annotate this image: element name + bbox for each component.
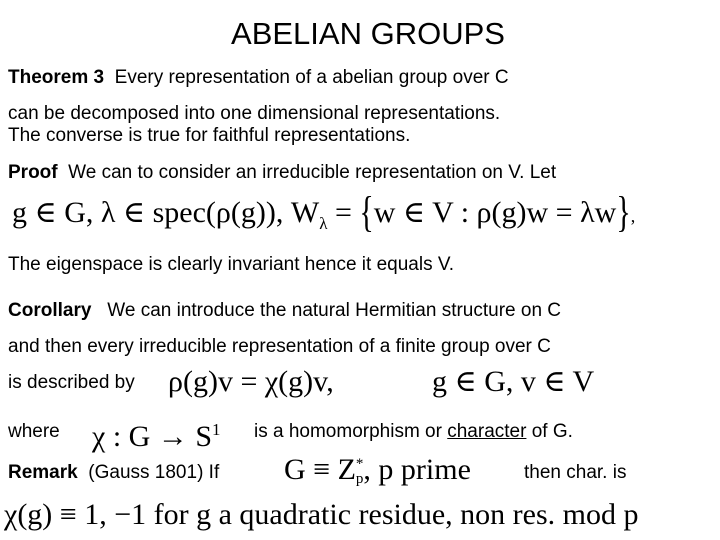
eigenspace-formula-equals: = bbox=[327, 196, 360, 229]
character-map: χ : G → S bbox=[92, 420, 212, 453]
theorem-text-1: Every representation of a abelian group over C bbox=[114, 67, 509, 88]
theorem-label: Theorem 3 bbox=[8, 67, 105, 88]
proof-label: Proof bbox=[8, 162, 58, 183]
theorem-line-3: The converse is true for faithful representations. bbox=[8, 125, 411, 146]
character-map-formula bbox=[92, 410, 221, 457]
remark-label: Remark bbox=[8, 462, 78, 483]
eigenspace-formula-subscript: λ bbox=[319, 214, 328, 233]
left-brace: { bbox=[359, 188, 374, 237]
proof-line bbox=[8, 162, 556, 184]
eigenspace-formula-trail: , bbox=[630, 206, 636, 226]
corollary-line-3: is described by bbox=[8, 372, 135, 393]
remark-text: (Gauss 1801) If bbox=[88, 462, 220, 483]
character-term: character bbox=[447, 421, 527, 442]
corollary-text-1: We can introduce the natural Hermitian structure on C bbox=[107, 300, 562, 321]
eigenspace-formula bbox=[12, 188, 636, 244]
character-values-formula: χ(g) ≡ 1, −1 for g a quadratic residue, non res. mod p bbox=[4, 498, 639, 531]
corollary-label: Corollary bbox=[8, 300, 92, 321]
right-brace: } bbox=[616, 188, 631, 237]
then-text: then char. is bbox=[524, 462, 627, 483]
proof-conclusion: The eigenspace is clearly invariant hence it equals V. bbox=[8, 254, 455, 275]
representation-formula: ρ(g)v = χ(g)v, bbox=[168, 365, 334, 398]
eigenspace-set: w ∈ V : ρ(g)w = λw bbox=[373, 196, 617, 229]
proof-text: We can to consider an irreducible representation on V. Let bbox=[68, 162, 557, 183]
group-formula-p: p bbox=[355, 471, 364, 488]
of-g-text: of G. bbox=[531, 421, 573, 442]
prime-condition: , p prime bbox=[363, 453, 471, 486]
gauss-group-formula bbox=[284, 450, 471, 490]
domain-formula: g ∈ G, v ∈ V bbox=[432, 365, 595, 398]
theorem-line-2: can be decomposed into one dimensional representations. bbox=[8, 103, 501, 124]
group-formula-star: * bbox=[355, 456, 364, 473]
theorem-line-1 bbox=[8, 67, 509, 89]
page-title: ABELIAN GROUPS bbox=[231, 16, 505, 51]
remark-line bbox=[8, 462, 219, 484]
corollary-line-2: and then every irreducible representation of a finite group over C bbox=[8, 336, 551, 357]
corollary-line-1 bbox=[8, 300, 561, 322]
homomorphism-text: is a homomorphism or bbox=[254, 421, 442, 442]
eigenspace-formula-part-1: g ∈ G, λ ∈ spec(ρ(g)), W bbox=[12, 196, 320, 229]
group-formula: G ≡ Z bbox=[284, 453, 356, 486]
character-map-superscript: 1 bbox=[212, 420, 221, 439]
where-label: where bbox=[8, 421, 60, 442]
homomorphism-line bbox=[254, 421, 573, 443]
